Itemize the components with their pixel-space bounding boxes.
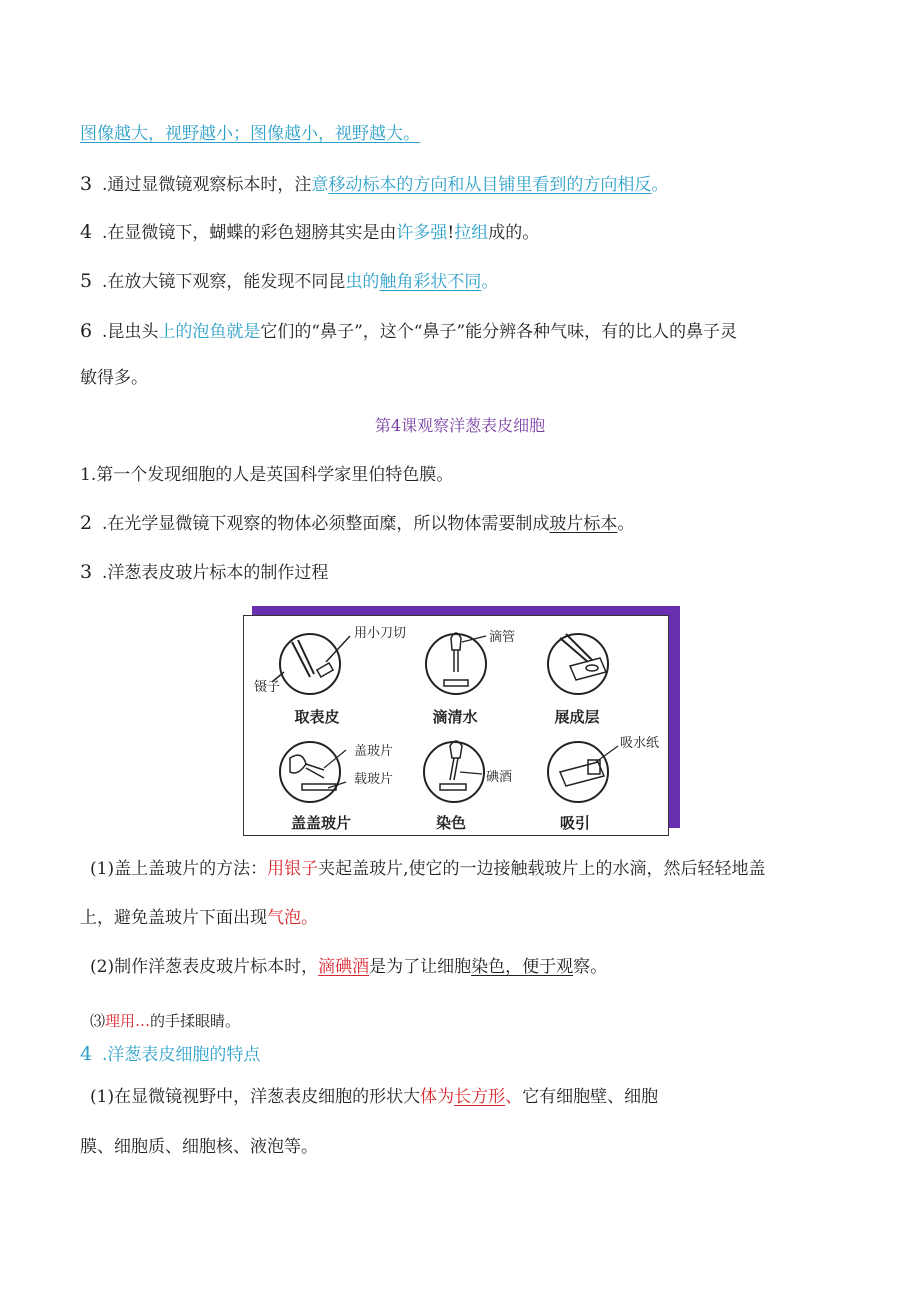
item-5-insect-antennae: 5 .在放大镜下观察，能发现不同昆虫的触角彩状不同。 — [80, 270, 499, 292]
spread-illustration — [526, 622, 656, 712]
step-absorb — [526, 728, 660, 833]
caption-step-5: 染色 — [435, 814, 466, 832]
item-6-insect-nose: 6 .昆虫头上的泡鱼就是它们的“鼻子”，这个“鼻子”能分辨各种气味，有的比人的鼻子灵 — [80, 320, 738, 342]
caption-step-6: 吸引 — [559, 814, 590, 832]
lesson-item-4: 4 .洋葱表皮细胞的特点 — [80, 1043, 261, 1065]
lesson-item-3: 3 .洋葱表皮玻片标本的制作过程 — [80, 561, 329, 583]
label-blotting-paper: 吸水纸 — [620, 736, 660, 751]
item-4-butterfly-wings: 4 .在显微镜下，蝴蝶的彩色翅膀其实是由许多强!拉组成的。 — [80, 221, 540, 243]
label-cover-slip: 盖玻片 — [354, 744, 394, 759]
item-6-continuation: 敏得多。 — [80, 368, 148, 388]
slide-preparation-figure — [243, 615, 669, 836]
caption-step-4: 盖盖玻片 — [290, 814, 351, 832]
item-3-observe-direction: 3 .通过显微镜观察标本时，注意移动标本的方向和从目铺里看到的方向相反。 — [80, 173, 669, 195]
lesson-item-1: 1.第一个发现细胞的人是英国科学家里伯特色膜。 — [80, 465, 454, 485]
label-knife: 用小刀切 — [354, 626, 407, 641]
label-slide: 载玻片 — [354, 772, 394, 787]
label-tweezers: 镊子 — [254, 680, 281, 695]
note-2-iodine-purpose: (2)制作洋葱表皮玻片标本时，滴碘酒是为了让细胞染色，便于观察。 — [90, 957, 608, 977]
feature-1-continuation: 膜、细胞质、细胞核、液泡等。 — [80, 1137, 318, 1157]
lesson-title: 第4课观察洋葱表皮细胞 — [374, 416, 546, 435]
label-dropper: 滴管 — [489, 630, 516, 645]
step-cover-slip — [262, 728, 392, 833]
step-drop-water — [394, 622, 524, 727]
step-spread-layer — [526, 622, 656, 727]
note-1-cover-method: (1)盖上盖玻片的方法：用银子夹起盖玻片,使它的一边接触载玻片上的水滴，然后轻轻地盖 — [90, 859, 766, 879]
lesson-item-2: 2 .在光学显微镜下观察的物体必须整面糜，所以物体需要制成玻片标本。 — [80, 512, 635, 534]
caption-step-2: 滴清水 — [432, 708, 478, 726]
sentence-view-size: 图像越大，视野越小；图像越小，视野越大。 — [80, 124, 420, 144]
feature-1-shape: (1)在显微镜视野中，洋葱表皮细胞的形状大体为长方形、它有细胞壁、细胞 — [90, 1087, 659, 1107]
label-iodine: 碘酒 — [486, 770, 513, 785]
note-3-eyes: ⑶理用…的手揉眼睛。 — [90, 1012, 241, 1030]
note-1-continuation: 上，避免盖玻片下面出现气泡。 — [80, 908, 318, 928]
step-take-epidermis — [254, 622, 407, 727]
caption-step-3: 展成层 — [554, 708, 600, 726]
step-staining — [394, 728, 524, 833]
caption-step-1: 取表皮 — [294, 708, 340, 726]
